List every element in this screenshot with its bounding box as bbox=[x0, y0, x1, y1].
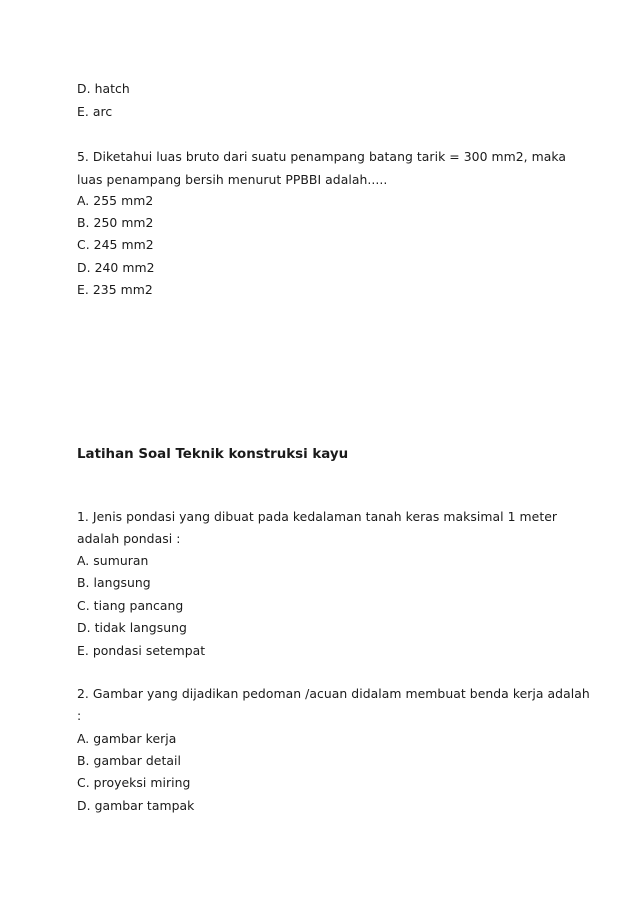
question-2-line-1: 2. Gambar yang dijadikan pedoman /acuan didalam membuat benda kerja adalah bbox=[77, 686, 590, 701]
option-e-arc: E. arc bbox=[77, 104, 113, 119]
q5-option-c: C. 245 mm2 bbox=[77, 237, 154, 252]
question-1-line-1: 1. Jenis pondasi yang dibuat pada kedalaman tanah keras maksimal 1 meter bbox=[77, 509, 558, 524]
q1-option-e: E. pondasi setempat bbox=[77, 643, 206, 658]
q2-option-b: B. gambar detail bbox=[77, 753, 182, 768]
q1-option-d: D. tidak langsung bbox=[77, 620, 187, 635]
q5-option-a: A. 255 mm2 bbox=[77, 193, 154, 208]
q5-option-d: D. 240 mm2 bbox=[77, 260, 155, 275]
q2-option-d: D. gambar tampak bbox=[77, 798, 195, 813]
question-2-line-2: : bbox=[77, 708, 82, 723]
q5-option-b: B. 250 mm2 bbox=[77, 215, 154, 230]
q1-option-a: A. sumuran bbox=[77, 553, 149, 568]
question-5-line-2: luas penampang bersih menurut PPBBI adalah..... bbox=[77, 172, 388, 187]
question-1-line-2: adalah pondasi : bbox=[77, 531, 181, 546]
q5-option-e: E. 235 mm2 bbox=[77, 282, 153, 297]
q2-option-a: A. gambar kerja bbox=[77, 731, 177, 746]
q2-option-c: C. proyeksi miring bbox=[77, 775, 191, 790]
question-5-line-1: 5. Diketahui luas bruto dari suatu penampang batang tarik = 300 mm2, maka bbox=[77, 149, 567, 164]
q1-option-b: B. langsung bbox=[77, 575, 151, 590]
section-heading: Latihan Soal Teknik konstruksi kayu bbox=[77, 447, 349, 462]
q1-option-c: C. tiang pancang bbox=[77, 598, 184, 613]
option-d-hatch: D. hatch bbox=[77, 81, 130, 96]
